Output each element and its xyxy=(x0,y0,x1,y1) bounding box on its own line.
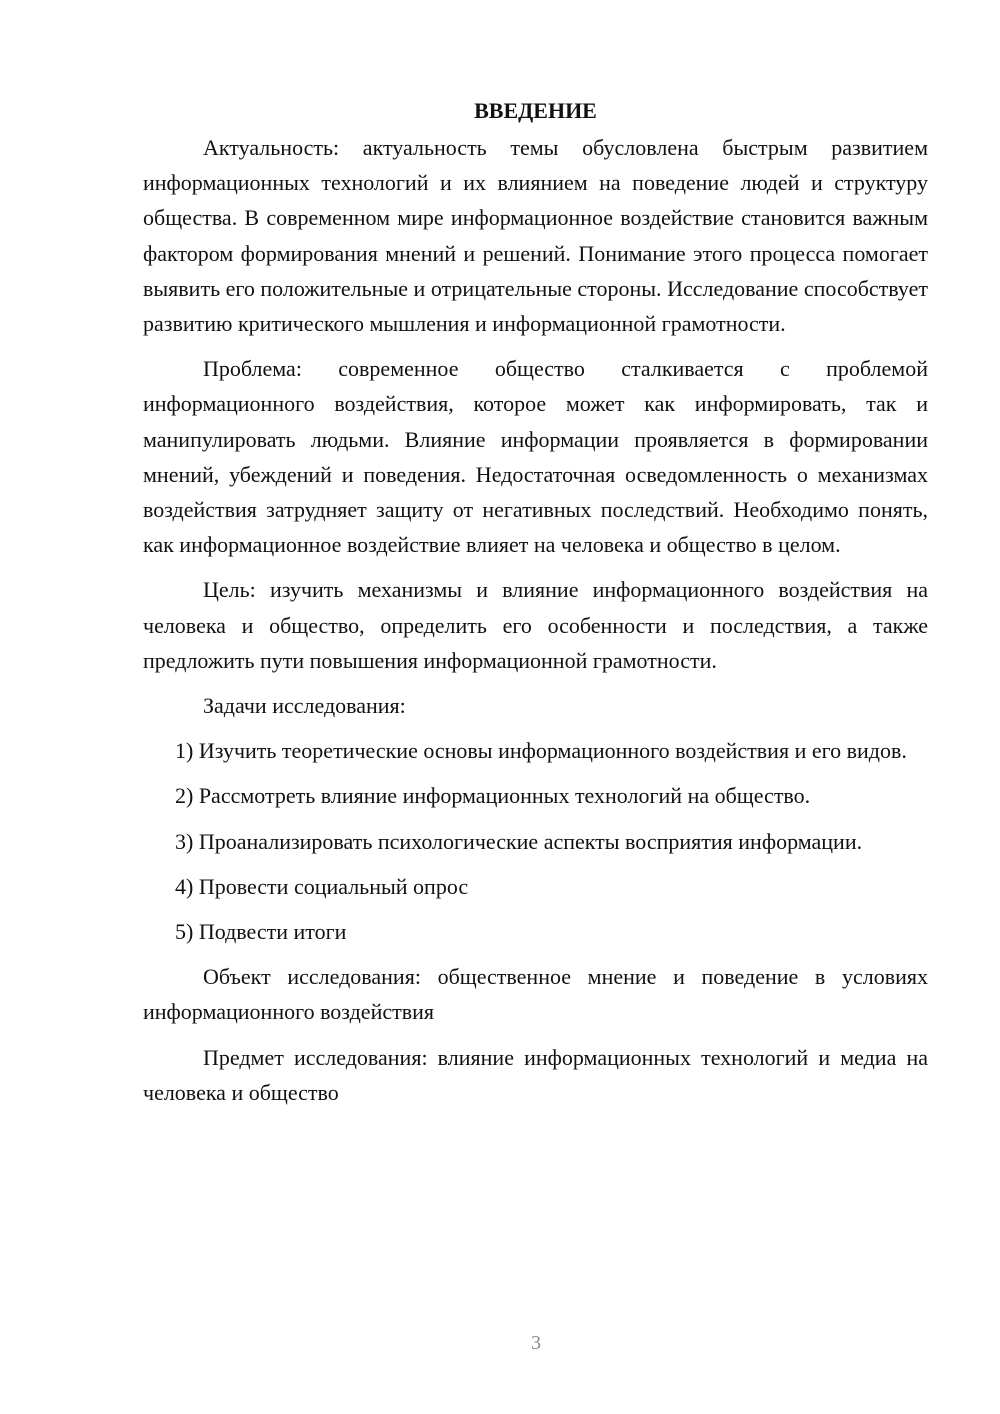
page-number: 3 xyxy=(531,1332,541,1354)
page-title: ВВЕДЕНИЕ xyxy=(474,98,597,123)
tasks-heading: Задачи исследования: xyxy=(203,693,406,719)
task-item: 3) Проанализировать психологические аспекты восприятия информации. xyxy=(175,828,863,854)
goal-paragraph: Цель: изучить механизмы и влияние информационного воздействия на человека и общество, определить его особенности и последствия, а также предложить пути повышения информационной грамотности. xyxy=(143,577,928,673)
task-item: 4) Провести социальный опрос xyxy=(175,873,469,899)
problem-paragraph: Проблема: современное общество сталкивается с проблемой информационного воздействия, которое может как информировать, так и манипулировать людьми. Влияние информации проявляется в формировании мнений, убеждений и поведения. Недостаточная осведомленность о механизмах воздействия затрудняет защиту от негативных последствий. Необходимо понять, как информационное воздействие влияет на человека и общество в целом. xyxy=(143,356,928,558)
page-content xyxy=(143,92,928,1120)
relevance-paragraph: Актуальность: актуальность темы обусловлена быстрым развитием информационных технологий и их влиянием на поведение людей и структуру общества. В современном мире информационное воздействие становится важным фактором формирования мнений и решений. Понимание этого процесса помогает выявить его положительные и отрицательные стороны. Исследование способствует развитию критического мышления и информационной грамотности. xyxy=(143,135,928,337)
task-item: 2) Рассмотреть влияние информационных технологий на общество. xyxy=(175,783,811,809)
task-item: 5) Подвести итоги xyxy=(175,919,347,945)
object-paragraph: Объект исследования: общественное мнение и поведение в условиях информационного воздействия xyxy=(143,964,928,1025)
subject-paragraph: Предмет исследования: влияние информационных технологий и медиа на человека и общество xyxy=(143,1044,928,1105)
task-item: 1) Изучить теоретические основы информационного воздействия и его видов. xyxy=(175,738,907,764)
